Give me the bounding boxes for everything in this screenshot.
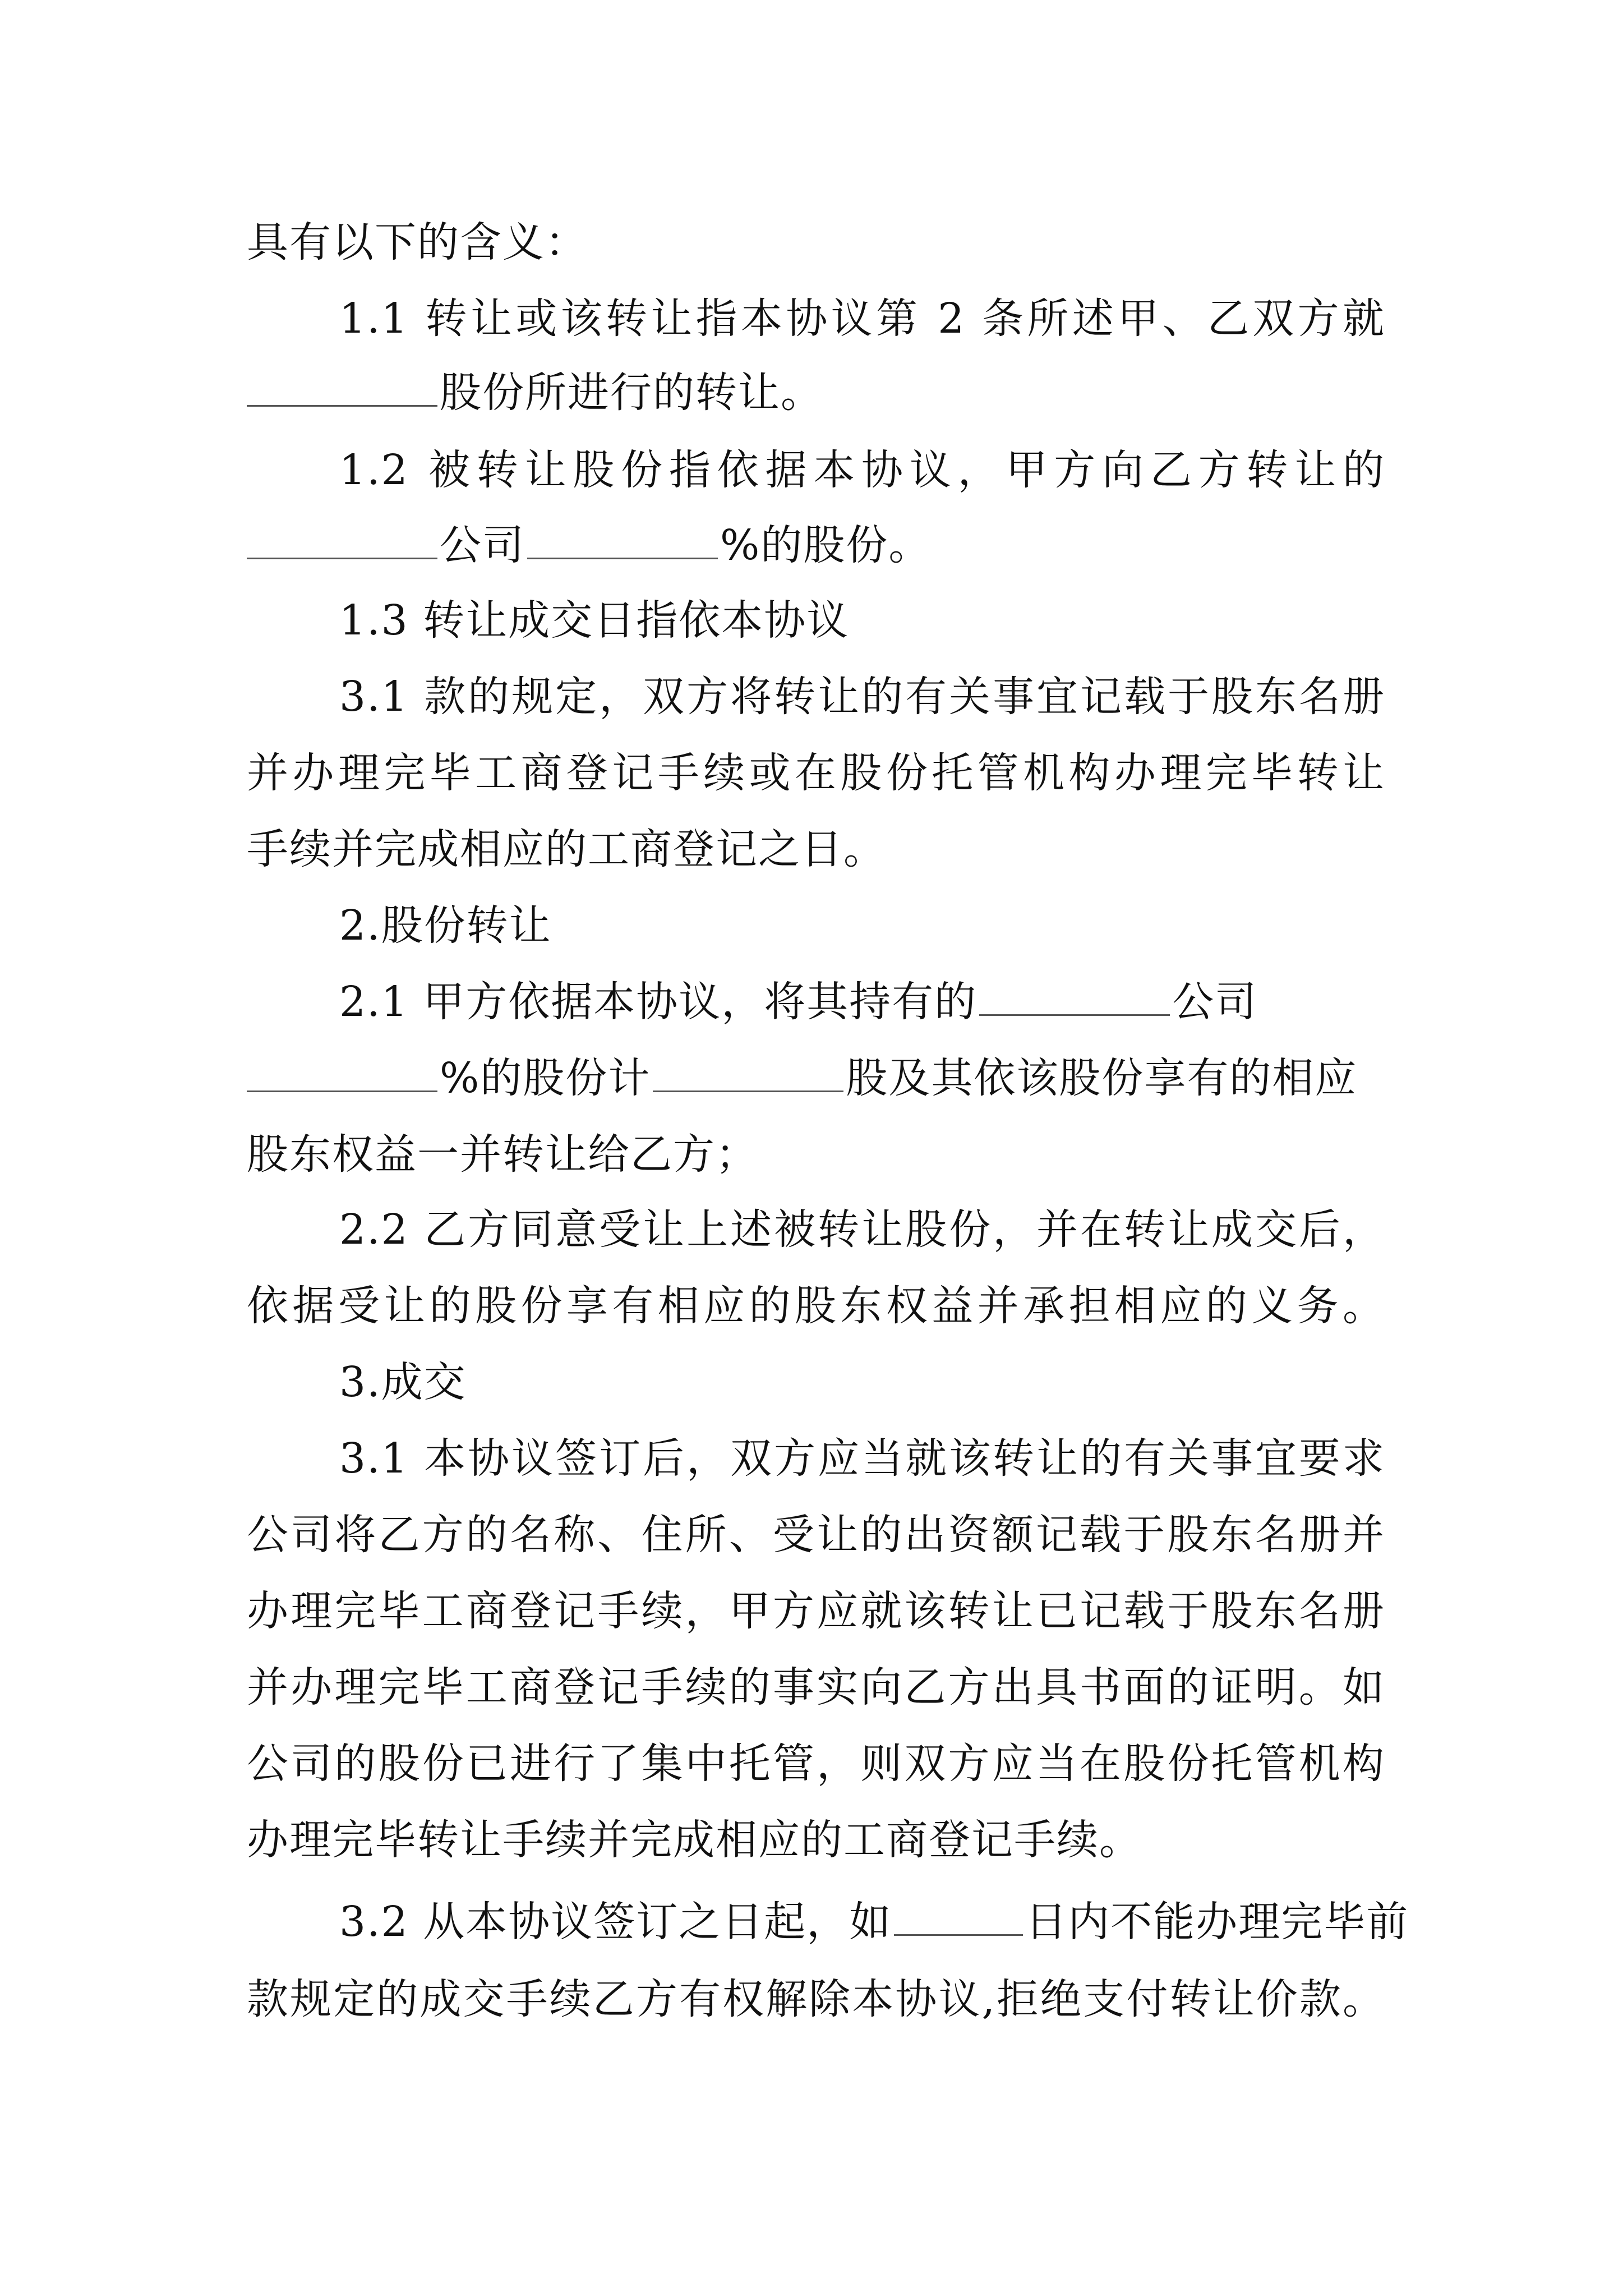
text-line: 并办理完毕工商登记手续的事实向乙方出具书面的证明。如 [247,1663,1385,1711]
text-line: 并办理完毕工商登记手续或在股份托管机构办理完毕转让 [247,749,1385,797]
fill-in-blank[interactable] [247,1049,437,1092]
section-heading-2: 2.股份转让 [339,901,552,950]
fill-in-blank[interactable] [247,364,437,407]
clause-1-1: 1.1 转让或该转让指本协议第 2 条所述甲、乙双方就 [339,295,1385,343]
text-line: 具有以下的含义： [247,218,588,266]
text-line: 款规定的成交手续乙方有权解除本协议,拒绝支付转让价款。 [247,1975,1385,2023]
fill-in-blank[interactable] [653,1049,843,1092]
fill-in-blank[interactable] [247,516,437,559]
section-heading-3: 3.成交 [339,1358,467,1406]
text-line: 办理完毕工商登记手续，甲方应就该转让已记载于股东名册 [247,1587,1385,1635]
text-line: 依据受让的股份享有相应的股东权益并承担相应的义务。 [247,1282,1385,1330]
clause-1-3: 1.3 转让成交日指依本协议 [339,596,850,645]
text-line: 股东权益一并转让给乙方； [247,1130,758,1179]
clause-3-2: 3.2 从本协议签订之日起，如 日内不能办理完毕前 [339,1888,1385,1955]
text-line: 股份所进行的转让。 [247,359,1385,426]
fill-in-blank[interactable] [979,973,1170,1016]
fill-in-blank[interactable] [527,516,718,559]
fill-in-blank[interactable] [894,1893,1023,1936]
text-line: 公司 %的股份。 [247,512,1385,579]
clause-2-1: 2.1 甲方依据本协议，将其持有的 公司 [339,968,1385,1036]
text-line: %的股份计 股及其依该股份享有的相应 [247,1045,1385,1112]
clause-2-2: 2.2 乙方同意受让上述被转让股份，并在转让成交后， [339,1205,1385,1254]
text-line: 手续并完成相应的工商登记之日。 [247,825,886,873]
clause-3-1: 3.1 本协议签订后，双方应当就该转让的有关事宜要求 [339,1434,1385,1483]
text-line: 办理完毕转让手续并完成相应的工商登记手续。 [247,1816,1142,1864]
clause-1-2: 1.2 被转让股份指依据本协议，甲方向乙方转让的 [339,446,1385,494]
text-line: 公司将乙方的名称、住所、受让的出资额记载于股东名册并 [247,1511,1385,1559]
text-line: 3.1 款的规定，双方将转让的有关事宜记载于股东名册 [339,673,1385,721]
text-line: 公司的股份已进行了集中托管，则双方应当在股份托管机构 [247,1740,1385,1788]
